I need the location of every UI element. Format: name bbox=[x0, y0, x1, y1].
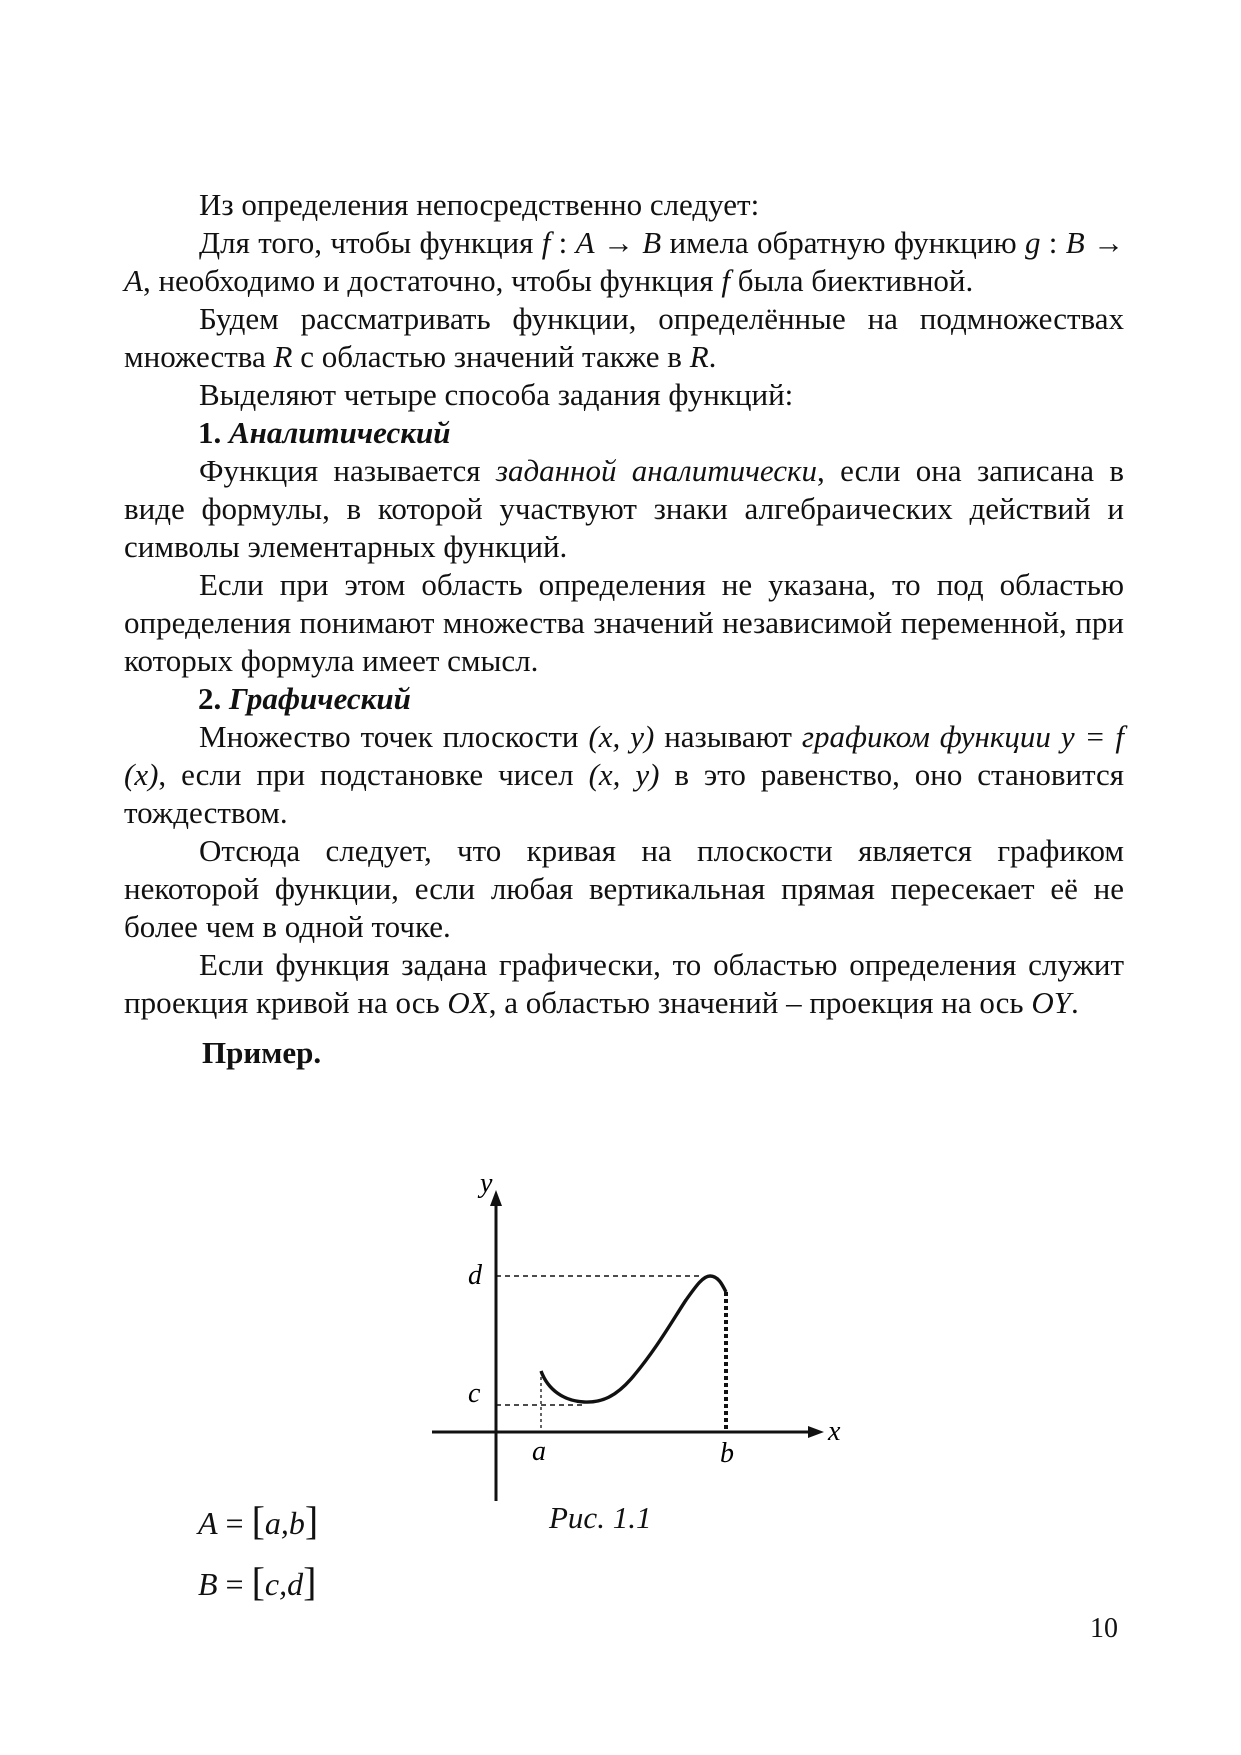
function-curve bbox=[541, 1276, 726, 1402]
paragraph-4: Выделяют четыре способа задания функций: bbox=[199, 377, 794, 412]
section-heading-graphic: 2. Графический bbox=[198, 681, 411, 716]
figure-caption: Рис. 1.1 bbox=[549, 1500, 652, 1535]
page-body bbox=[124, 186, 1124, 1072]
d-label: d bbox=[468, 1260, 482, 1291]
x-axis-arrow bbox=[808, 1426, 824, 1438]
paragraph-1: Из определения непосредственно следует: bbox=[199, 187, 760, 222]
paragraph-5: Функция называется заданной аналитически, если она записана в виде формулы, в которой участвуют знаки алгебраических действий и символы элементарных функций. bbox=[124, 453, 1125, 564]
section-heading-analytic: 1. Аналитический bbox=[198, 415, 451, 450]
y-axis-label: y bbox=[480, 1168, 493, 1199]
paragraph-2: Для того, чтобы функция f : A → B имела обратную функцию g : B → A, необходимо и достаточно, чтобы функция f была биективной. bbox=[124, 225, 1125, 298]
c-label: c bbox=[468, 1378, 481, 1409]
b-label: b bbox=[720, 1438, 734, 1469]
paragraph-9: Если функция задана графически, то областью определения служит проекция кривой на ось OX, а областью значений – проекция на ось OY. bbox=[124, 947, 1124, 1020]
paragraph-3: Будем рассматривать функции, определённые на подмножествах множества R с областью значений также в R. bbox=[124, 301, 1124, 374]
example-title: Пример. bbox=[202, 1035, 322, 1070]
paragraph-8: Отсюда следует, что кривая на плоскости является графиком некоторой функции, если любая вертикальная прямая пересекает её не более чем в одной точке. bbox=[124, 833, 1124, 944]
set-B-definition: B = [c,d] bbox=[198, 1559, 317, 1604]
a-label: a bbox=[532, 1436, 546, 1467]
paragraph-6: Если при этом область определения не указана, то под областью определения понимают множества значений независимой переменной, при которых формула имеет смысл. bbox=[124, 567, 1124, 678]
page-number: 10 bbox=[1090, 1613, 1118, 1644]
x-axis-label: x bbox=[828, 1416, 841, 1447]
set-A-definition: A = [a,b] bbox=[198, 1498, 319, 1543]
paragraph-7: Множество точек плоскости (x, y) называют графиком функции y = f (x), если при подстановке чисел (x, y) в это равенство, оно становится тождеством. bbox=[124, 719, 1125, 830]
function-graph-figure bbox=[424, 1168, 854, 1508]
